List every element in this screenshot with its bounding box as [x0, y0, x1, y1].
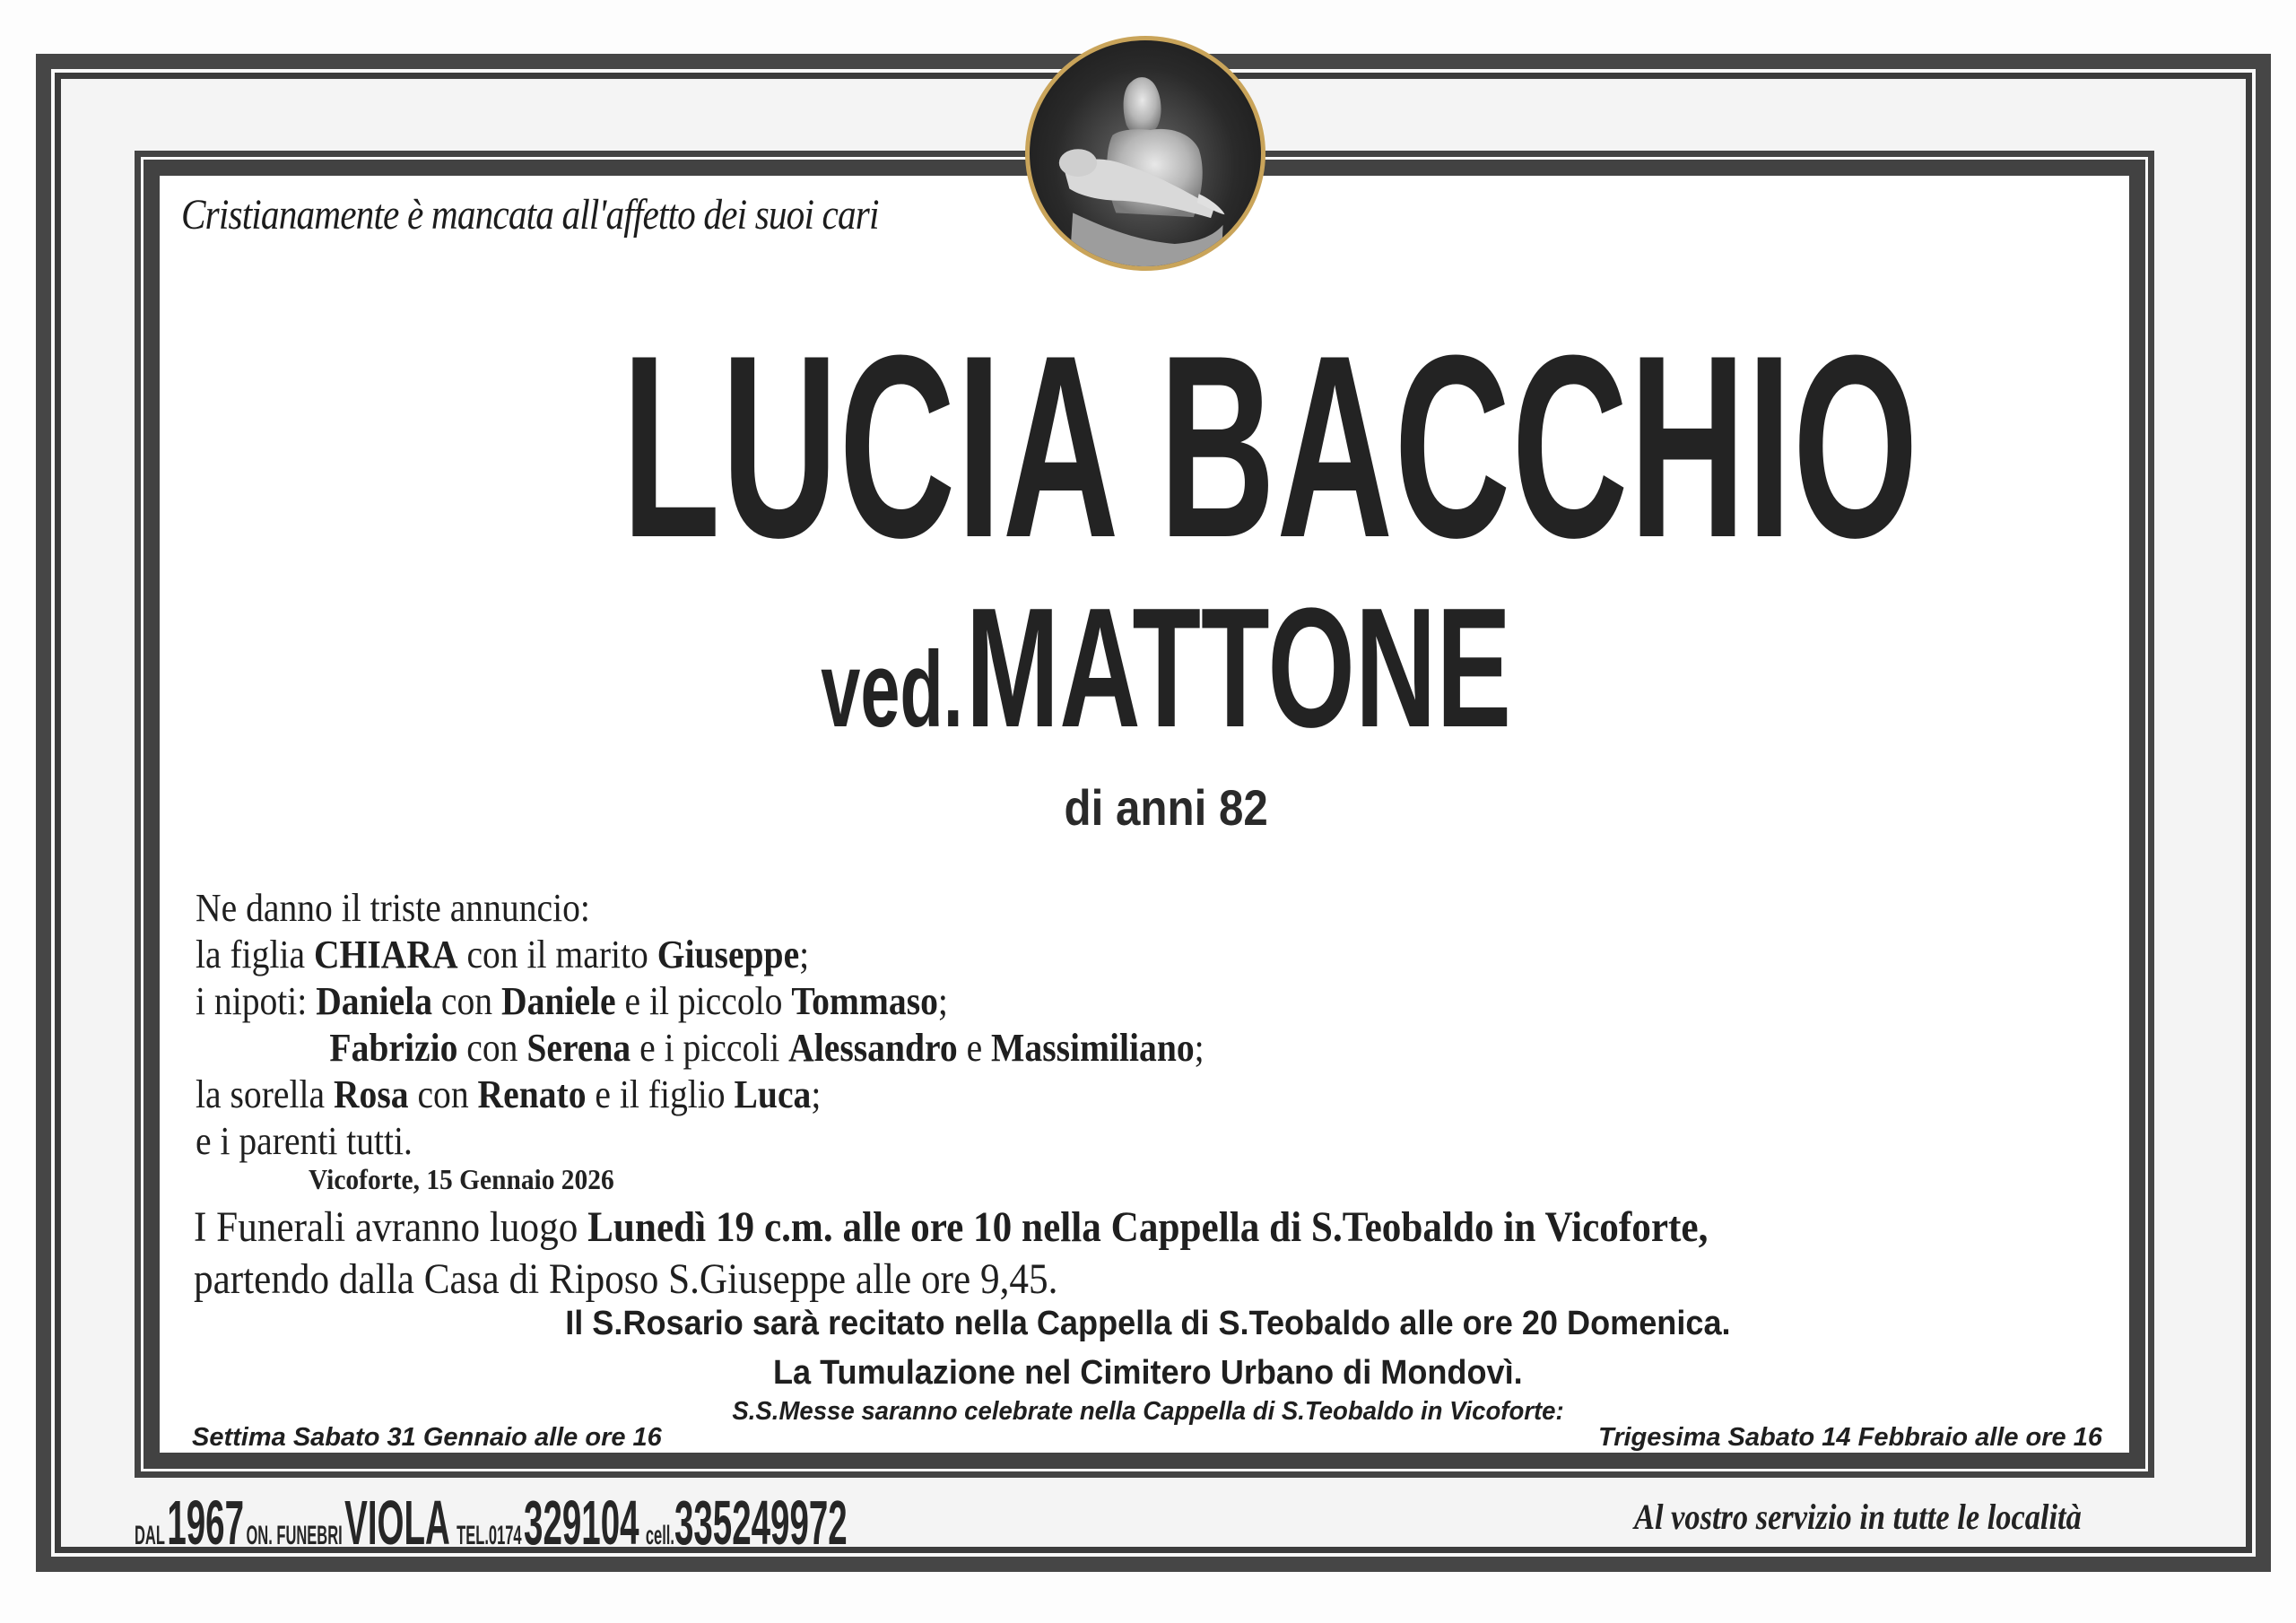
place-date: Vicoforte, 15 Gennaio 2026 — [309, 1163, 614, 1195]
intro-text: Cristianamente è mancata all'affetto dei suoi cari — [181, 191, 879, 239]
announcement-lead: Ne danno il triste annuncio: — [196, 886, 590, 930]
business-name: VIOLA — [344, 1488, 450, 1558]
announcement-closing: e i parenti tutti. — [196, 1119, 413, 1163]
funeral-line-1: I Funerali avranno luogo Lunedì 19 c.m. alle ore 10 nella Cappella di S.Teobaldo in Vicoforte, — [194, 1203, 1709, 1251]
widow-name — [224, 573, 2108, 763]
announcement-line-daughter: la figlia CHIARA con il marito Giuseppe; — [196, 933, 810, 976]
age-text: di anni 82 — [1064, 779, 1268, 836]
masses-schedule — [192, 1423, 2102, 1453]
married-name: MATTONE — [965, 573, 1511, 763]
funeral-details — [194, 1202, 1708, 1306]
mass-trigesima: Trigesima Sabato 14 Febbraio alle ore 16 — [1598, 1423, 2102, 1452]
funeral-home-footer — [135, 1487, 1431, 1558]
business-label: ON. FUNEBRI — [246, 1521, 343, 1550]
deceased-name — [224, 301, 2108, 592]
announcement-block — [196, 885, 1205, 1165]
cell-label: cell. — [645, 1521, 674, 1550]
announcement-line-sister: la sorella Rosa con Renato e il figlio Luca; — [196, 1072, 822, 1116]
since-label: DAL — [135, 1521, 165, 1550]
footer-tagline: Al vostro servizio in tutte le località — [1634, 1497, 2082, 1537]
last-name: BACCHIO — [1159, 301, 1919, 592]
widow-prefix: ved. — [821, 629, 963, 750]
rosary-text: Il S.Rosario sarà recitato nella Cappella di S.Teobaldo alle ore 20 Domenica. — [565, 1305, 1731, 1342]
first-name: LUCIA — [622, 301, 1120, 592]
pieta-medallion-icon — [1025, 36, 1265, 271]
tel-number: 329104 — [524, 1488, 639, 1558]
announcement-line-grandchildren-1: i nipoti: Daniela con Daniele e il piccolo Tommaso; — [196, 979, 948, 1023]
mass-settima: Settima Sabato 31 Gennaio alle ore 16 — [192, 1423, 662, 1452]
masses-title: S.S.Messe saranno celebrate nella Cappella di S.Teobaldo in Vicoforte: — [732, 1397, 1564, 1426]
announcement-line-grandchildren-2: Fabrizio con Serena e i piccoli Alessandro e Massimiliano; — [329, 1026, 1205, 1070]
cell-number: 335249972 — [674, 1488, 848, 1558]
since-year: 1967 — [167, 1488, 245, 1558]
funeral-line-2: partendo dalla Casa di Riposo S.Giuseppe alle ore 9,45. — [194, 1255, 1058, 1303]
tel-label: TEL.0174 — [457, 1521, 522, 1550]
burial-text: La Tumulazione nel Cimitero Urbano di Mondovì. — [773, 1354, 1523, 1392]
